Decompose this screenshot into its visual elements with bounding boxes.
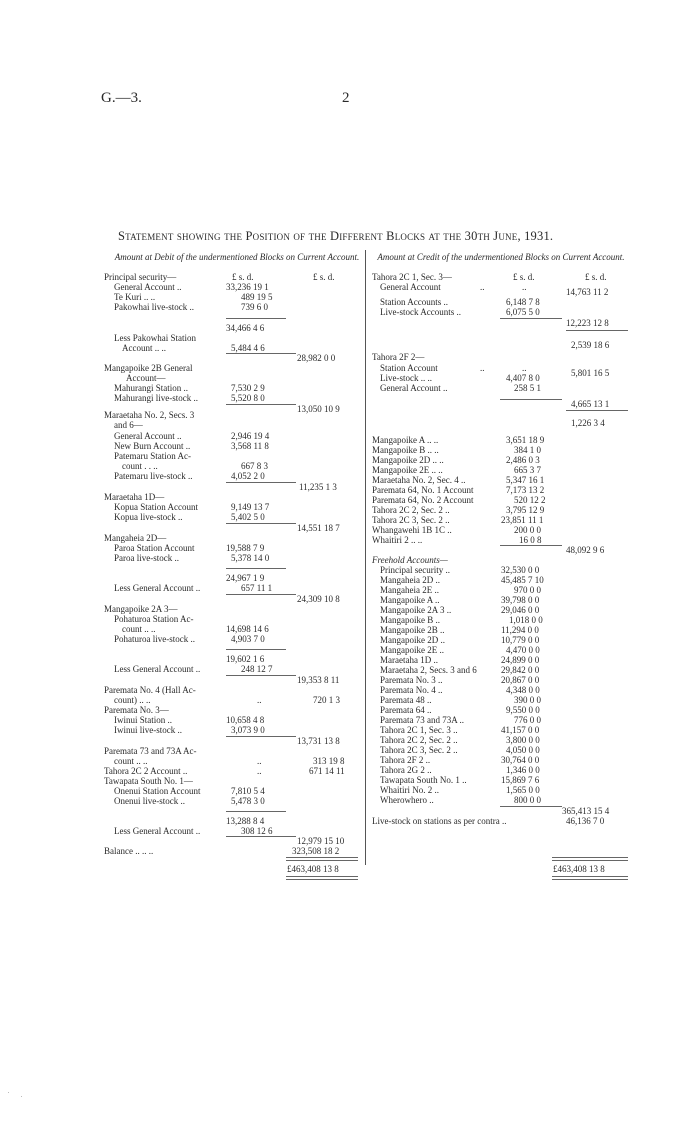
entry-label: Maraetaha No. 2, Sec. 4 ..	[372, 475, 466, 485]
amount: 15,869 7 6	[501, 775, 540, 785]
total-rule	[552, 876, 628, 880]
amount: 9,149 13 7	[231, 502, 270, 512]
amount: 48,092 9 6	[566, 545, 605, 555]
amount: 41,157 0 0	[501, 725, 540, 735]
amount: 29,842 0 0	[501, 665, 540, 675]
entry-label: Patemaru Station Ac-	[114, 451, 191, 461]
amount: ..	[522, 363, 527, 373]
entry-label: General Account	[380, 282, 441, 292]
amount: 7,810 5 4	[231, 786, 265, 796]
amount: 14,551 18 7	[297, 523, 340, 533]
subtotal-rule	[226, 568, 286, 569]
amount: 4,050 0 0	[506, 745, 540, 755]
entry-label: Iwinui Station ..	[114, 715, 172, 725]
entry-label: Tahora 2C 2 Account ..	[104, 766, 188, 776]
amount: 3,651 18 9	[506, 435, 545, 445]
scan-speck	[21, 1096, 22, 1097]
statement-title: Statement showing the Position of the Different Blocks at the 30th June, 1931.	[118, 229, 554, 243]
entry-label: Live-stock on stations as per contra ..	[372, 816, 507, 826]
entry-label: Paremata 64, No. 2 Account	[372, 495, 474, 505]
amount: ..	[257, 766, 262, 776]
amount: 520 12 2	[514, 495, 546, 505]
amount: ..	[257, 695, 262, 705]
amount: 365,413 15 4	[562, 806, 610, 816]
amount: 1,226 3 4	[571, 418, 605, 428]
total-rule	[286, 857, 358, 861]
entry-label: Mangaheia 2D—	[104, 533, 167, 543]
amount: 3,795 12 9	[506, 505, 545, 515]
amount: 3,800 0 0	[506, 735, 540, 745]
amount: 308 12 6	[241, 826, 273, 836]
entry-label: Mangapoike 2E .. ..	[372, 465, 443, 475]
entry-label: Kopua live-stock ..	[114, 512, 183, 522]
entry-label: Mahurangi live-stock ..	[114, 393, 198, 403]
subtotal-rule	[500, 399, 562, 400]
amount: 248 12 7	[241, 664, 273, 674]
entry-label: Paremata No. 3—	[104, 705, 169, 715]
amount: 4,052 2 0	[231, 471, 265, 481]
entry-label: Iwinui live-stock ..	[114, 725, 182, 735]
entry-label: Paremata No. 3 ..	[380, 675, 443, 685]
amount: 11,294 0 0	[501, 625, 539, 635]
amount: 720 1 3	[313, 695, 340, 705]
amount: 2,946 19 4	[231, 431, 270, 441]
amount: 489 19 5	[241, 292, 273, 302]
entry-label: Tahora 2C 1, Sec. 3 ..	[380, 725, 458, 735]
entry-label: Account—	[126, 373, 166, 383]
entry-label: Mangaheia 2E ..	[380, 585, 439, 595]
entry-label: Tahora 2F 2—	[372, 352, 425, 362]
amount: 24,309 10 8	[297, 594, 340, 604]
entry-label: Mangapoike 2B ..	[380, 625, 445, 635]
debit-heading: Amount at Debit of the undermentioned Blocks on Current Account.	[114, 252, 360, 262]
amount: 11,235 1 3	[299, 482, 337, 492]
amount: 9,550 0 0	[506, 705, 540, 715]
amount: 384 1 0	[514, 445, 541, 455]
amount: 28,982 0 0	[297, 353, 336, 363]
subtotal-rule	[226, 811, 286, 812]
entry-label: Principal security—	[104, 272, 177, 282]
entry-label: Paremata 64 ..	[380, 705, 432, 715]
subtotal-rule	[226, 353, 296, 354]
amount: 739 6 0	[241, 302, 268, 312]
entry-label: Mahurangi Station ..	[114, 383, 188, 393]
amount: ..	[480, 282, 485, 292]
amount: 3,568 11 8	[231, 441, 269, 451]
credit-heading: Amount at Credit of the undermentioned Blocks on Current Account.	[377, 252, 625, 262]
amount: 5,520 8 0	[231, 393, 265, 403]
amount: 3,073 9 0	[231, 725, 265, 735]
amount: 1,565 0 0	[506, 785, 540, 795]
subtotal-rule	[226, 594, 296, 595]
entry-label: Mangapoike A ..	[380, 595, 440, 605]
entry-label: Patemaru live-stock ..	[114, 471, 193, 481]
entry-label: Tahora 2G 2 ..	[380, 765, 432, 775]
amount: 5,378 14 0	[231, 553, 270, 563]
amount: 12,223 12 8	[566, 318, 609, 328]
subtotal-rule	[500, 806, 562, 807]
amount: 800 0 0	[514, 795, 541, 805]
amount: 1,346 0 0	[506, 765, 540, 775]
amount: 665 3 7	[514, 465, 541, 475]
amount: 14,763 11 2	[566, 287, 609, 297]
amount: 32,530 0 0	[501, 565, 540, 575]
entry-label: Mangapoike A .. ..	[372, 435, 439, 445]
entry-label: Tahora 2C 2, Sec. 2 ..	[380, 735, 458, 745]
amount: £ s. d.	[232, 272, 254, 282]
amount: 12,979 15 10	[297, 836, 345, 846]
entry-label: Less General Account ..	[114, 583, 201, 593]
entry-label: Onenui Station Account	[114, 786, 201, 796]
amount: £463,408 13 8	[553, 864, 605, 874]
entry-label: Account .. ..	[122, 343, 166, 353]
entry-label: count .. ..	[114, 756, 148, 766]
amount: 4,348 0 0	[506, 685, 540, 695]
subtotal-rule	[566, 410, 628, 411]
amount: 19,602 1 6	[226, 654, 265, 664]
entry-label: Live-stock .. ..	[380, 373, 432, 383]
subtotal-rule	[226, 649, 286, 650]
subtotal-rule	[226, 404, 296, 405]
amount: 671 14 11	[309, 766, 345, 776]
amount: 24,899 0 0	[501, 655, 540, 665]
amount: 7,530 2 9	[231, 383, 265, 393]
scan-speck	[8, 1092, 9, 1093]
entry-label: Mangapoike 2D ..	[380, 635, 445, 645]
page-number: 2	[342, 90, 350, 106]
amount: 258 5 1	[514, 383, 541, 393]
entry-label: count . . ..	[122, 461, 158, 471]
amount: 10,658 4 8	[226, 715, 265, 725]
entry-label: Pohaturoa Station Ac-	[114, 614, 194, 624]
entry-label: Mangaheia 2D ..	[380, 575, 440, 585]
entry-label: Kopua Station Account	[114, 502, 198, 512]
page-reference: G.—3.	[101, 90, 142, 106]
entry-label: Tahora 2C 2, Sec. 2 ..	[372, 505, 450, 515]
amount: 5,801 16 5	[571, 368, 610, 378]
amount: 46,136 7 0	[566, 816, 605, 826]
entry-label: Maraetaha No. 2, Secs. 3	[104, 410, 195, 420]
entry-label: Less General Account ..	[114, 664, 201, 674]
entry-label: Balance .. .. ..	[104, 846, 154, 856]
amount: 45,485 7 10	[501, 575, 544, 585]
entry-label: Paroa Station Account	[114, 543, 195, 553]
amount: 19,353 8 11	[297, 675, 340, 685]
amount: ..	[522, 282, 527, 292]
amount: 6,148 7 8	[506, 297, 540, 307]
entry-label: Tahora 2C 3, Sec. 2 ..	[380, 745, 458, 755]
amount: 13,288 8 4	[226, 816, 265, 826]
amount: 39,798 0 0	[501, 595, 540, 605]
amount: 776 0 0	[514, 715, 541, 725]
amount: 657 11 1	[241, 583, 273, 593]
entry-label: Paremata 48 ..	[380, 695, 432, 705]
entry-label: General Account ..	[380, 383, 448, 393]
entry-label: Live-stock Accounts ..	[380, 307, 461, 317]
entry-label: Mangapoike 2E ..	[380, 645, 444, 655]
amount: 20,867 0 0	[501, 675, 540, 685]
subtotal-rule	[566, 330, 628, 331]
subtotal-rule	[226, 736, 296, 737]
amount: 16 0 8	[519, 535, 542, 545]
total-rule	[286, 876, 358, 880]
amount: 24,967 1 9	[226, 573, 265, 583]
amount: 14,698 14 6	[226, 624, 269, 634]
entry-label: Mangapoike 2B General	[104, 363, 193, 373]
amount: £ s. d.	[513, 272, 535, 282]
entry-label: General Account ..	[114, 282, 182, 292]
subtotal-rule	[226, 523, 296, 524]
entry-label: Pohaturoa live-stock ..	[114, 634, 195, 644]
amount: ..	[480, 363, 485, 373]
amount: 313 19 8	[313, 756, 345, 766]
entry-label: Less General Account ..	[114, 826, 201, 836]
entry-label: Tawapata South No. 1—	[104, 776, 193, 786]
amount: 5,478 3 0	[231, 796, 265, 806]
amount: 30,764 0 0	[501, 755, 540, 765]
subtotal-rule	[500, 545, 562, 546]
amount: 23,851 11 1	[501, 515, 544, 525]
entry-label: Tahora 2C 3, Sec. 2 ..	[372, 515, 450, 525]
amount: £ s. d.	[313, 272, 335, 282]
entry-label: Paremata 64, No. 1 Account	[372, 485, 474, 495]
column-divider	[365, 250, 366, 865]
amount: 19,588 7 9	[226, 543, 265, 553]
entry-label: Mangapoike 2A 3 ..	[380, 605, 452, 615]
entry-label: Principal security ..	[380, 565, 450, 575]
entry-label: Whaitiri No. 2 ..	[380, 785, 439, 795]
amount: 13,050 10 9	[297, 404, 340, 414]
entry-label: Pakowhai live-stock ..	[114, 302, 194, 312]
amount: 4,407 8 0	[506, 373, 540, 383]
entry-label: Te Kuri .. ..	[114, 292, 156, 302]
subtotal-rule	[226, 482, 296, 483]
amount: 2,486 0 3	[506, 455, 540, 465]
amount: 4,470 0 0	[506, 645, 540, 655]
entry-label: Whaitiri 2 .. ..	[372, 535, 423, 545]
total-rule	[552, 857, 628, 861]
amount: 29,046 0 0	[501, 605, 540, 615]
subtotal-rule	[226, 675, 296, 676]
amount: 200 0 0	[514, 525, 541, 535]
entry-label: New Burn Account ..	[114, 441, 191, 451]
entry-label: Mangapoike B ..	[380, 615, 440, 625]
amount: 4,903 7 0	[231, 634, 265, 644]
amount: £ s. d.	[585, 272, 607, 282]
amount: 5,402 5 0	[231, 512, 265, 522]
amount: 5,347 16 1	[506, 475, 545, 485]
entry-label: General Account ..	[114, 431, 182, 441]
amount: 10,779 0 0	[501, 635, 540, 645]
amount: 13,731 13 8	[297, 736, 340, 746]
entry-label: Maraetaha 1D—	[104, 492, 165, 502]
entry-label: Wherowhero ..	[380, 795, 434, 805]
entry-label: Whangawehi 1B 1C ..	[372, 525, 452, 535]
entry-label: Paremata 73 and 73A ..	[380, 715, 464, 725]
entry-label: Tahora 2F 2 ..	[380, 755, 431, 765]
entry-label: Freehold Accounts—	[372, 555, 448, 565]
entry-label: count) .. ..	[114, 695, 151, 705]
amount: 970 0 0	[514, 585, 541, 595]
amount: 34,466 4 6	[226, 323, 265, 333]
amount: 4,665 13 1	[571, 399, 610, 409]
entry-label: Tahora 2C 1, Sec. 3—	[372, 272, 452, 282]
subtotal-rule	[226, 318, 286, 319]
amount: ..	[257, 756, 262, 766]
amount: 2,539 18 6	[571, 340, 610, 350]
entry-label: Mangapoike 2D .. ..	[372, 455, 444, 465]
entry-label: Paremata 73 and 73A Ac-	[104, 746, 197, 756]
entry-label: Tawapata South No. 1 ..	[380, 775, 467, 785]
entry-label: Station Account	[380, 363, 438, 373]
entry-label: Onenui live-stock ..	[114, 796, 185, 806]
entry-label: Paremata No. 4 (Hall Ac-	[104, 685, 196, 695]
entry-label: Mangapoike B .. ..	[372, 445, 439, 455]
entry-label: Paremata No. 4 ..	[380, 685, 443, 695]
entry-label: Paroa live-stock ..	[114, 553, 179, 563]
amount: 323,508 18 2	[292, 846, 340, 856]
amount: £463,408 13 8	[287, 864, 339, 874]
entry-label: Maraetaha 1D ..	[380, 655, 438, 665]
amount: 1,018 0 0	[509, 615, 543, 625]
subtotal-rule	[500, 318, 562, 319]
entry-label: Station Accounts ..	[380, 297, 448, 307]
amount: 667 8 3	[241, 461, 268, 471]
entry-label: and 6—	[114, 420, 143, 430]
entry-label: Less Pakowhai Station	[114, 333, 196, 343]
entry-label: count .. ..	[122, 624, 156, 634]
entry-label: Mangapoike 2A 3—	[104, 604, 178, 614]
subtotal-rule	[226, 836, 296, 837]
amount: 5,484 4 6	[231, 343, 265, 353]
amount: 6,075 5 0	[506, 307, 540, 317]
amount: 7,173 13 2	[506, 485, 545, 495]
entry-label: Maraetaha 2, Secs. 3 and 6	[380, 665, 477, 675]
amount: 390 0 0	[514, 695, 541, 705]
amount: 33,236 19 1	[226, 282, 269, 292]
